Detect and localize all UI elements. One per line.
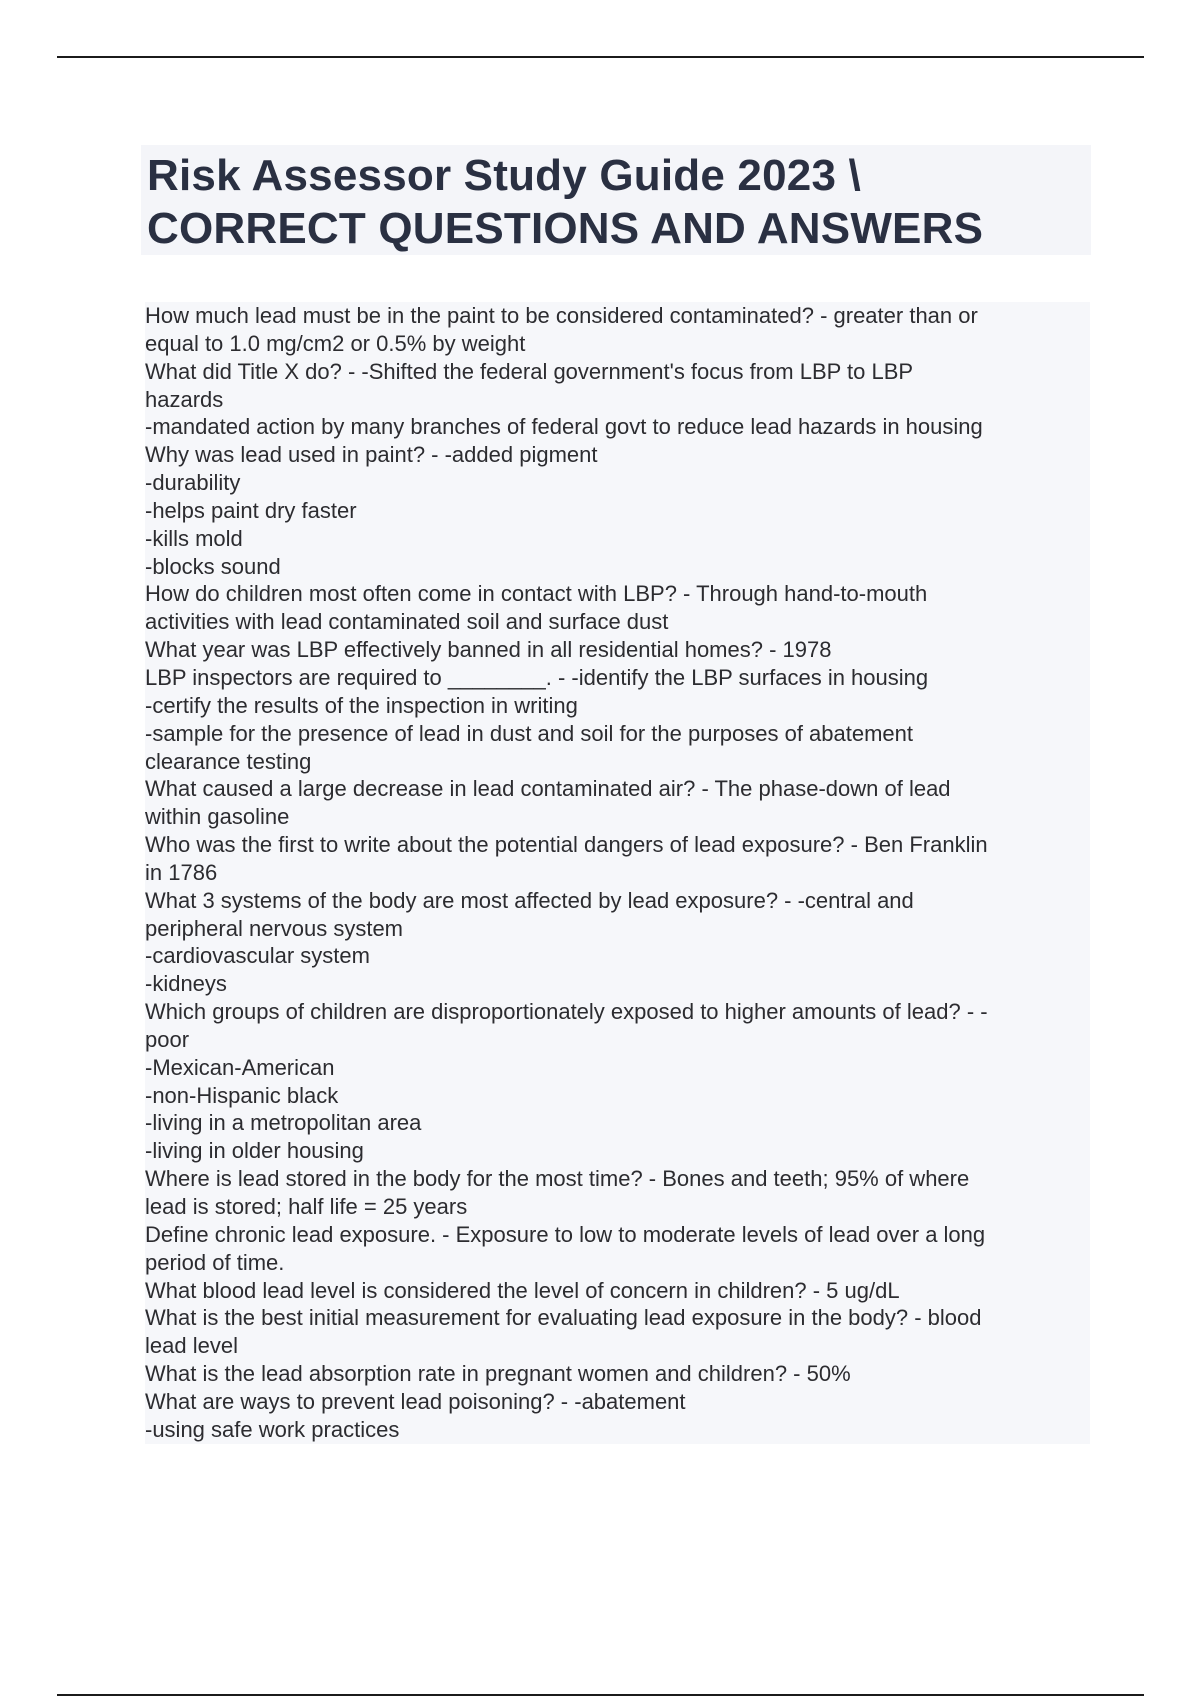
title-line-2: CORRECT QUESTIONS AND ANSWERS [147, 204, 984, 253]
text-line: What 3 systems of the body are most affected by lead exposure? - -central and [145, 887, 1090, 915]
text-line: What year was LBP effectively banned in all residential homes? - 1978 [145, 636, 1090, 664]
text-line: clearance testing [145, 748, 1090, 776]
text-line: poor [145, 1026, 1090, 1054]
text-line: -cardiovascular system [145, 942, 1090, 970]
text-line: Define chronic lead exposure. - Exposure to low to moderate levels of lead over a long [145, 1221, 1090, 1249]
text-line: period of time. [145, 1249, 1090, 1277]
bottom-rule [57, 1694, 1144, 1696]
document-title [141, 145, 1091, 255]
text-line: within gasoline [145, 803, 1090, 831]
text-line: -living in a metropolitan area [145, 1109, 1090, 1137]
text-line: What blood lead level is considered the level of concern in children? - 5 ug/dL [145, 1277, 1090, 1305]
text-line: What are ways to prevent lead poisoning? - -abatement [145, 1388, 1090, 1416]
text-line: peripheral nervous system [145, 915, 1090, 943]
text-line: How do children most often come in contact with LBP? - Through hand-to-mouth [145, 580, 1090, 608]
text-line: -durability [145, 469, 1090, 497]
top-rule [57, 56, 1144, 58]
text-line: -living in older housing [145, 1137, 1090, 1165]
qa-body [145, 302, 1090, 1444]
text-line: -certify the results of the inspection in writing [145, 692, 1090, 720]
text-line: -kidneys [145, 970, 1090, 998]
text-line: -mandated action by many branches of federal govt to reduce lead hazards in housing [145, 413, 1090, 441]
text-line: -non-Hispanic black [145, 1082, 1090, 1110]
text-line: LBP inspectors are required to ________. - -identify the LBP surfaces in housing [145, 664, 1090, 692]
text-line: How much lead must be in the paint to be considered contaminated? - greater than or [145, 302, 1090, 330]
text-line: Where is lead stored in the body for the most time? - Bones and teeth; 95% of where [145, 1165, 1090, 1193]
text-line: Why was lead used in paint? - -added pigment [145, 441, 1090, 469]
text-line: What is the lead absorption rate in pregnant women and children? - 50% [145, 1360, 1090, 1388]
text-line: What caused a large decrease in lead contaminated air? - The phase-down of lead [145, 775, 1090, 803]
text-line: What is the best initial measurement for evaluating lead exposure in the body? - blood [145, 1304, 1090, 1332]
text-line: lead is stored; half life = 25 years [145, 1193, 1090, 1221]
text-line: equal to 1.0 mg/cm2 or 0.5% by weight [145, 330, 1090, 358]
text-line: -blocks sound [145, 553, 1090, 581]
text-line: -using safe work practices [145, 1416, 1090, 1444]
text-line: in 1786 [145, 859, 1090, 887]
text-line: hazards [145, 386, 1090, 414]
text-line: -Mexican-American [145, 1054, 1090, 1082]
text-line: Which groups of children are disproportionately exposed to higher amounts of lead? - - [145, 998, 1090, 1026]
text-line: Who was the first to write about the potential dangers of lead exposure? - Ben Franklin [145, 831, 1090, 859]
text-line: lead level [145, 1332, 1090, 1360]
text-line: -sample for the presence of lead in dust and soil for the purposes of abatement [145, 720, 1090, 748]
text-line: activities with lead contaminated soil and surface dust [145, 608, 1090, 636]
text-line: -helps paint dry faster [145, 497, 1090, 525]
text-line: What did Title X do? - -Shifted the federal government's focus from LBP to LBP [145, 358, 1090, 386]
text-line: -kills mold [145, 525, 1090, 553]
title-line-1: Risk Assessor Study Guide 2023 \ [147, 151, 861, 200]
